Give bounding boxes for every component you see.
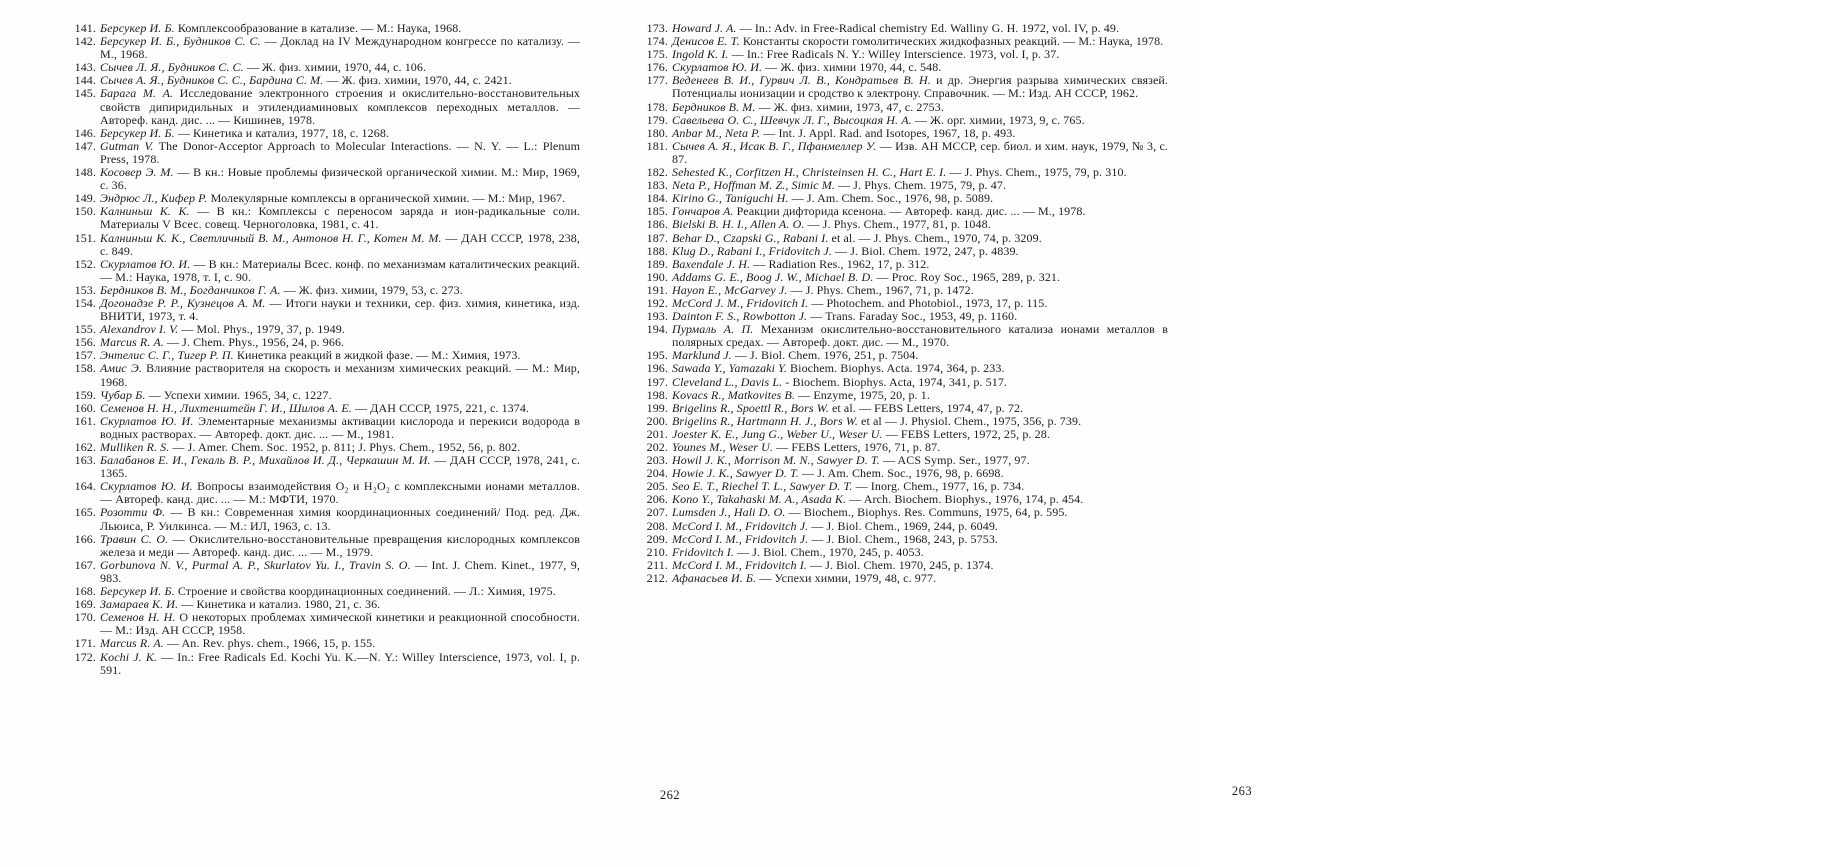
reference-text: Комплексообразование в катализе. — М.: Наука, 1968. [177, 21, 462, 35]
reference-number: 143. [74, 60, 96, 75]
reference-text: — Ж. физ. химии, 1970, 44, с. 106. [246, 60, 427, 75]
reference-authors: Эндрюс Л., Кифер Р. [100, 191, 211, 206]
reference-authors: Калниньш К. К., Светличный В. М., Антонов Н. Г., Котен М. М. [100, 230, 446, 245]
reference-entry [642, 323, 1168, 349]
reference-text: — J. Am. Chem. Soc., 1976, 98, p. 6698. [802, 466, 1004, 481]
reference-number: 155. [74, 322, 96, 337]
reference-text: The Donor-Acceptor Approach to Molecular Interactions. — N. Y. — L.: Plenum Press, 1978. [100, 138, 580, 166]
reference-authors: Cleveland L., Davis L. [672, 374, 786, 389]
reference-text: — Ж. орг. химии, 1973, 9, с. 765. [914, 112, 1085, 127]
reference-text: et al. — J. Phys. Chem., 1970, 74, p. 3209. [831, 230, 1042, 245]
reference-text: Вопросы взаимодействия O₂ и H₂O₂ с комплексными ионами металлов. — Автореф. канд. дис. ... — М.: МФТИ, 1970. [100, 479, 580, 507]
reference-number: 149. [74, 191, 96, 206]
reference-text: — Ж. физ. химии, 1970, 44, с. 2421. [326, 73, 512, 88]
reference-text: Biochem. Biophys. Acta. 1974, 364, p. 233. [790, 361, 1005, 376]
reference-number: 208. [646, 518, 668, 533]
reference-text: — J. Phys. Chem., 1975, 79, p. 310. [949, 165, 1127, 180]
reference-authors: McCord I. M., Fridovitch J. [672, 531, 812, 546]
reference-authors: Hayon E., McGarvey J. [672, 282, 791, 297]
reference-number: 195. [646, 348, 668, 363]
reference-number: 144. [74, 73, 96, 88]
reference-entry [70, 480, 580, 506]
reference-text: — FEBS Letters, 1972, 25, p. 28. [885, 426, 1050, 441]
reference-text: — Ж. физ. химии 1970, 44, с. 548. [765, 60, 942, 75]
reference-entry [70, 454, 580, 480]
reference-number: 151. [74, 230, 96, 245]
reference-authors: Розотти Ф. [100, 505, 171, 520]
reference-text: — Ж. физ. химии, 1973, 47, с. 2753. [758, 99, 944, 114]
reference-authors: Чубар Б. [100, 387, 149, 402]
reference-text: — J. Phys. Chem. 1975, 79, p. 47. [838, 178, 1007, 193]
reference-authors: Seo E. T., Riechel T. L., Sawyer D. T. [672, 479, 856, 494]
reference-entry [70, 140, 580, 166]
reference-text: — J. Biol. Chem., 1969, 244, p. 6049. [811, 518, 999, 533]
reference-text: Кинетика реакций в жидкой фазе. — М.: Химия, 1973. [236, 348, 521, 363]
reference-authors: Сычев А. Я., Исак В. Г., Пфанмеллер У. [672, 138, 880, 153]
reference-number: 185. [646, 204, 668, 219]
reference-number: 211. [647, 557, 668, 572]
reference-authors: Семенов Н. Н., Лихтенштейн Г. И., Шилов А. Е. [100, 400, 355, 415]
reference-number: 148. [74, 165, 96, 180]
reference-authors: Sehested K., Corfitzen H., Christeinsen H. C., Hart E. I. [672, 165, 950, 180]
reference-number: 156. [74, 335, 96, 350]
reference-entry [642, 140, 1168, 166]
reference-number: 179. [646, 112, 668, 127]
reference-text: Элементарные механизмы активации кислорода и перекиси водорода в водных растворах. — Автореф. докт. дис. ... — М., 1981. [100, 413, 580, 441]
reference-entry [70, 297, 580, 323]
reference-number: 207. [646, 505, 668, 520]
reference-authors: McCord I. M., Fridovitch I. [672, 557, 810, 572]
reference-authors: Замараев К. И. [100, 597, 182, 612]
reference-number: 141. [74, 21, 96, 35]
reference-text: — ДАН СССР, 1975, 221, с. 1374. [354, 400, 530, 415]
reference-entry [70, 166, 580, 192]
reference-authors: Балабанов Е. И., Гекаль В. Р., Михайлов И. Д., Черкашин М. И. [100, 453, 435, 468]
reference-authors: Fridovitch I. [672, 544, 738, 559]
reference-text: — J. Chem. Phys., 1956, 24, p. 966. [166, 335, 345, 350]
reference-text: — Ж. физ. химии, 1979, 53, с. 273. [283, 282, 463, 297]
reference-list-left [70, 22, 580, 677]
reference-entry [642, 572, 1168, 585]
reference-text: — Trans. Faraday Soc., 1953, 49, p. 1160. [810, 309, 1018, 324]
reference-number: 169. [74, 597, 96, 612]
reference-authors: Klug D., Rabani I., Fridovitch J. [672, 243, 836, 258]
reference-number: 190. [646, 269, 668, 284]
reference-authors: Kochi J. K. [100, 649, 162, 664]
reference-authors: Kono Y., Takahaski M. A., Asada K. [672, 492, 850, 507]
reference-authors: Kirino G., Taniguchi H. [672, 191, 792, 206]
reference-number: 168. [74, 584, 96, 599]
reference-authors: Joester K. E., Jung G., Weber U., Weser U. [672, 426, 886, 441]
reference-text: — J. Phys. Chem., 1977, 81, p. 1048. [807, 217, 991, 232]
reference-text: — J. Biol. Chem., 1970, 245, p. 4053. [737, 544, 924, 559]
reference-authors: Скурлатов Ю. И. [100, 479, 198, 494]
reference-text: — In.: Adv. in Free-Radical chemistry Ed. Walliny G. H. 1972, vol. IV, p. 49. [739, 21, 1120, 35]
reference-number: 205. [646, 479, 668, 494]
reference-text: — В кн.: Комплексы с переносом заряда и ион-радикальные соли. Материалы V Всес. совещ. Черноголовка, 1981, с. 41. [100, 204, 580, 232]
reference-number: 209. [646, 531, 668, 546]
reference-text: — J. Phys. Chem., 1967, 71, p. 1472. [790, 282, 974, 297]
reference-number: 192. [646, 295, 668, 310]
reference-text: Механизм окислительно-восстановительного катализа ионами металлов в полярных средах. — Автореф. докт. дис. — М., 1970. [672, 322, 1169, 350]
reference-authors: Howie J. K., Sawyer D. T. [672, 466, 803, 481]
reference-entry [70, 415, 580, 441]
reference-authors: Marcus R. A. [100, 636, 167, 651]
reference-number: 193. [646, 309, 668, 324]
reference-text: — An. Rev. phys. chem., 1966, 15, p. 155. [166, 636, 376, 651]
reference-authors: Brigelins R., Spoettl R., Bors W. [672, 400, 832, 415]
page-number-left: 262 [659, 788, 681, 802]
reference-text: — Успехи химии. 1965, 34, с. 1227. [148, 387, 332, 402]
reference-text: — Proc. Roy Soc., 1965, 289, p. 321. [876, 269, 1061, 284]
reference-number: 174. [646, 34, 668, 49]
reference-text: О некоторых проблемах химической кинетики и реакционной способности. — М.: Изд. АН СССР, 1958. [100, 610, 580, 638]
reference-number: 202. [646, 440, 668, 454]
reference-text: — J. Biol. Chem. 1976, 251, p. 7504. [734, 348, 919, 363]
reference-authors: Lumsden J., Hali D. O. [672, 505, 789, 520]
reference-number: 162. [74, 440, 96, 454]
reference-text: — J. Biol. Chem. 1972, 247, p. 4839. [835, 243, 1019, 258]
reference-authors: Семенов Н. Н. [100, 610, 180, 625]
reference-text: — В кн.: Новые проблемы физической органической химии. М.: Мир, 1969, с. 36. [100, 165, 580, 193]
reference-number: 152. [74, 256, 96, 271]
page-number-right: 263 [1231, 784, 1253, 798]
reference-authors: Behar D., Czapski G., Rabani I. [672, 230, 832, 245]
reference-number: 187. [646, 230, 668, 245]
reference-authors: Howil J. K., Morrison M. N., Sawyer D. T. [672, 453, 883, 468]
reference-text: — Mol. Phys., 1979, 37, p. 1949. [181, 322, 345, 337]
reference-text: — Итоги науки и техники, сер. физ. химия, кинетика, изд. ВНИТИ, 1973, т. 4. [100, 295, 580, 324]
reference-entry [70, 35, 580, 61]
reference-entry [70, 533, 580, 559]
reference-text: Влияние растворителя на скорость и механизм химических реакций. — М.: Мир, 1968. [100, 361, 580, 389]
reference-authors: Скурлатов Ю. И. [100, 413, 199, 428]
reference-number: 197. [646, 374, 668, 389]
reference-authors: Косовер Э. М. [100, 165, 178, 180]
reference-text: et al. — FEBS Letters, 1974, 47, p. 72. [831, 400, 1024, 415]
reference-authors: Гончаров А. [672, 204, 737, 219]
reference-text: — J. Biol. Chem. 1970, 245, p. 1374. [810, 557, 994, 572]
reference-authors: Берсукер И. Б., Будников С. С. [100, 34, 265, 49]
reference-text: — ДАН СССР, 1978, 241, с. 1365. [100, 453, 581, 481]
reference-authors: Сычев Л. Я., Будников С. С. [100, 60, 247, 75]
reference-text: — Arch. Biochem. Biophys., 1976, 174, p. 454. [849, 492, 1084, 507]
reference-entry [70, 506, 580, 532]
reference-authors: Амис Э. [100, 361, 147, 376]
reference-entry [70, 362, 580, 388]
reference-entry [642, 74, 1168, 100]
reference-number: 204. [646, 466, 668, 481]
reference-text: Строение и свойства координационных соединений. — Л.: Химия, 1975. [177, 584, 556, 599]
reference-number: 159. [74, 387, 96, 402]
reference-text: — Enzyme, 1975, 20, p. 1. [798, 387, 930, 402]
reference-number: 142. [74, 34, 96, 49]
reference-number: 150. [74, 204, 96, 219]
reference-number: 161. [74, 413, 96, 428]
reference-authors: Sawada Y., Yamazaki Y. [672, 361, 791, 376]
reference-number: 183. [646, 178, 668, 193]
reference-number: 166. [74, 531, 96, 546]
reference-authors: Neta P., Hoffman M. Z., Simic M. [672, 178, 839, 193]
reference-number: 167. [74, 557, 96, 572]
reference-authors: Dainton F. S., Rowbotton J. [672, 309, 811, 324]
reference-text: — J. Am. Chem. Soc., 1976, 98, p. 5089. [791, 191, 994, 206]
reference-text: — Biochem., Biophys. Res. Communs, 1975, 64, p. 595. [788, 505, 1068, 520]
reference-text: — FEBS Letters, 1976, 71, p. 87. [776, 440, 941, 454]
reference-authors: Kovacs R., Matkovites B. [672, 387, 799, 402]
reference-authors: Бердников В. М. [672, 99, 759, 114]
reference-authors: Пурмаль А. П. [672, 322, 761, 337]
reference-authors: Alexandrov I. V. [100, 322, 182, 337]
reference-text: — Кинетика и катализ. 1980, 21, с. 36. [181, 597, 381, 612]
reference-authors: Gutman V. [100, 138, 159, 153]
reference-text: — Успехи химии, 1979, 48, с. 977. [759, 570, 937, 585]
reference-entry [70, 258, 580, 284]
reference-number: 145. [74, 86, 96, 101]
reference-number: 177. [646, 73, 668, 88]
reference-authors: Brigelins R., Hartmann H. J., Bors W. [672, 413, 862, 428]
reference-authors: Gorbunova N. V., Purmal A. P., Skurlatov Yu. I., Travin S. O. [100, 557, 416, 572]
reference-number: 203. [646, 453, 668, 468]
reference-number: 147. [74, 138, 96, 153]
reference-authors: Веденеев В. И., Гурвич Л. В., Кондратьев В. Н. [672, 73, 937, 88]
reference-number: 173. [646, 21, 668, 35]
reference-number: 171. [74, 636, 96, 651]
reference-text: — Radiation Res., 1962, 17, p. 312. [753, 256, 930, 271]
reference-text: — J. Amer. Chem. Soc. 1952, p. 811; J. Phys. Chem., 1952, 56, p. 802. [172, 440, 521, 454]
reference-number: 188. [646, 243, 668, 258]
reference-authors: Калниньш К. К. [100, 204, 198, 219]
reference-number: 189. [646, 256, 668, 271]
reference-text: — Доклад на IV Международном конгрессе по катализу. — М., 1968. [100, 34, 580, 62]
reference-text: — В кн.: Материалы Всес. конф. по механизмам каталитических реакций. — М.: Наука, 1978, т. I, с. 90. [100, 256, 580, 284]
reference-authors: Энтелис С. Г., Тигер Р. П. [100, 348, 237, 363]
reference-number: 200. [646, 413, 668, 428]
reference-authors: Берсукер И. Б. [100, 584, 178, 599]
reference-text: Реакции дифторида ксенона. — Автореф. канд. дис. ... — М., 1978. [736, 204, 1086, 219]
reference-number: 153. [74, 282, 96, 297]
reference-text: — ДАН СССР, 1978, 238, с. 849. [100, 230, 580, 258]
reference-text: Молекулярные комплексы в органической химии. — М.: Мир, 1967. [210, 191, 566, 206]
reference-text: — Кинетика и катализ, 1977, 18, с. 1268. [177, 125, 390, 140]
reference-authors: McCord I. M., Fridovitch J. [672, 518, 812, 533]
reference-number: 164. [74, 479, 96, 494]
reference-authors: McCord J. M., Fridovitch I. [672, 295, 812, 310]
reference-authors: Anbar M., Neta P. [672, 125, 764, 140]
reference-number: 198. [646, 387, 668, 402]
reference-text: — ACS Symp. Ser., 1977, 97. [882, 453, 1030, 468]
page-right [642, 22, 1168, 585]
reference-text: — В кн.: Современная химия координационных соединений/ Под. ред. Дж. Льюиса, Р. Уилкинса. — М.: ИЛ, 1963, с. 13. [100, 505, 580, 533]
reference-authors: Addams G. E., Boog J. W., Michael B. D. [672, 269, 877, 284]
reference-number: 160. [74, 400, 96, 415]
reference-entry [70, 205, 580, 231]
reference-authors: Бердников В. М., Богданчиков Г. А. [100, 282, 284, 297]
reference-entry [70, 232, 580, 258]
reference-authors: Афанасьев И. Б. [672, 570, 760, 585]
reference-text: - Biochem. Biophys. Acta, 1974, 341, p. 517. [785, 374, 1008, 389]
reference-authors: Скурлатов Ю. И. [672, 60, 766, 75]
reference-authors: Baxendale J. H. [672, 256, 754, 271]
reference-number: 163. [74, 453, 96, 468]
reference-entry [70, 611, 580, 637]
reference-number: 172. [74, 649, 96, 664]
reference-number: 199. [646, 400, 668, 415]
reference-list-right [642, 22, 1168, 585]
reference-text: Исследование электронного строения и окислительно-восстановительных свойств дипиридильных и этилендиаминовых комплексов переходных металлов. — Автореф. канд. дис. ... — Кишинев, 1978. [100, 86, 580, 127]
reference-authors: Ingold K. I. [672, 47, 732, 62]
reference-number: 186. [646, 217, 668, 232]
reference-entry [70, 559, 580, 585]
reference-text: — In.: Free Radicals N. Y.: Willey Interscience. 1973, vol. I, p. 37. [731, 47, 1060, 62]
reference-number: 194. [646, 322, 668, 337]
reference-authors: Marcus R. A. [100, 335, 167, 350]
reference-number: 176. [646, 60, 668, 75]
reference-number: 158. [74, 361, 96, 376]
reference-number: 178. [646, 99, 668, 114]
reference-number: 170. [74, 610, 96, 625]
reference-authors: Скурлатов Ю. И. [100, 256, 194, 271]
reference-authors: Барага М. А. [100, 86, 180, 101]
page-left [70, 22, 580, 677]
reference-authors: Mulliken R. S. [100, 440, 173, 454]
reference-authors: Younes M., Weser U. [672, 440, 777, 454]
reference-number: 181. [646, 138, 668, 153]
reference-number: 165. [74, 505, 96, 520]
reference-text: — Int. J. Appl. Rad. and Isotopes, 1967, 18, p. 493. [763, 125, 1016, 140]
reference-text: — Inorg. Chem., 1977, 16, p. 734. [855, 479, 1025, 494]
reference-authors: Marklund J. [672, 348, 735, 363]
reference-authors: Howard J. A. [672, 21, 740, 35]
reference-text: — Изв. АН МССР, сер. биол. и хим. наук, 1979, № 3, с. 87. [672, 138, 1168, 166]
reference-authors: Берсукер И. Б. [100, 21, 178, 35]
reference-number: 180. [646, 125, 668, 140]
reference-number: 175. [646, 47, 668, 62]
reference-text: — Int. J. Chem. Kinet., 1977, 9, 983. [100, 557, 580, 585]
reference-number: 196. [646, 361, 668, 376]
reference-text: et al — J. Physiol. Chem., 1975, 356, p. 739. [861, 413, 1082, 428]
reference-authors: Травин С. О. [100, 531, 173, 546]
reference-entry [70, 87, 580, 126]
reference-text: — Photochem. and Photobiol., 1973, 17, p. 115. [811, 295, 1048, 310]
reference-number: 191. [646, 282, 668, 297]
reference-text: — J. Biol. Chem., 1968, 243, p. 5753. [811, 531, 999, 546]
reference-text: и др. Энергия разрыва химических связей. Потенциалы ионизации и сродство к электрону. Справочник. — М.: Изд. АН СССР, 1962. [672, 73, 1168, 101]
reference-authors: Bielski B. H. I., Allen A. O. [672, 217, 808, 232]
reference-number: 154. [74, 295, 96, 310]
reference-number: 182. [646, 165, 668, 180]
reference-authors: Денисов Е. Т. [672, 34, 743, 49]
reference-number: 146. [74, 125, 96, 140]
reference-text: — Окислительно-восстановительные превращения кислородных комплексов железа и меди — Автореф. канд. дис. ... — М., 1979. [100, 531, 580, 559]
reference-authors: Савельева О. С., Шевчук Л. Г., Высоцкая Н. А. [672, 112, 915, 127]
reference-number: 157. [74, 348, 96, 363]
reference-number: 212. [646, 570, 668, 585]
reference-authors: Сычев А. Я., Будников С. С., Бардина С. М. [100, 73, 327, 88]
reference-authors: Догонадзе Р. Р., Кузнецов А. М. [100, 295, 270, 310]
reference-authors: Берсукер И. Б. [100, 125, 178, 140]
reference-entry [70, 651, 580, 677]
reference-number: 201. [646, 426, 668, 441]
reference-text: — In.: Free Radicals Ed. Kochi Yu. K.—N. Y.: Willey Interscience, 1973, vol. I, p. 591. [100, 649, 580, 677]
reference-number: 206. [646, 492, 668, 507]
reference-number: 210. [646, 544, 668, 559]
reference-number: 184. [646, 191, 668, 206]
reference-text: Константы скорости гомолитических жидкофазных реакций. — М.: Наука, 1978. [742, 34, 1164, 49]
